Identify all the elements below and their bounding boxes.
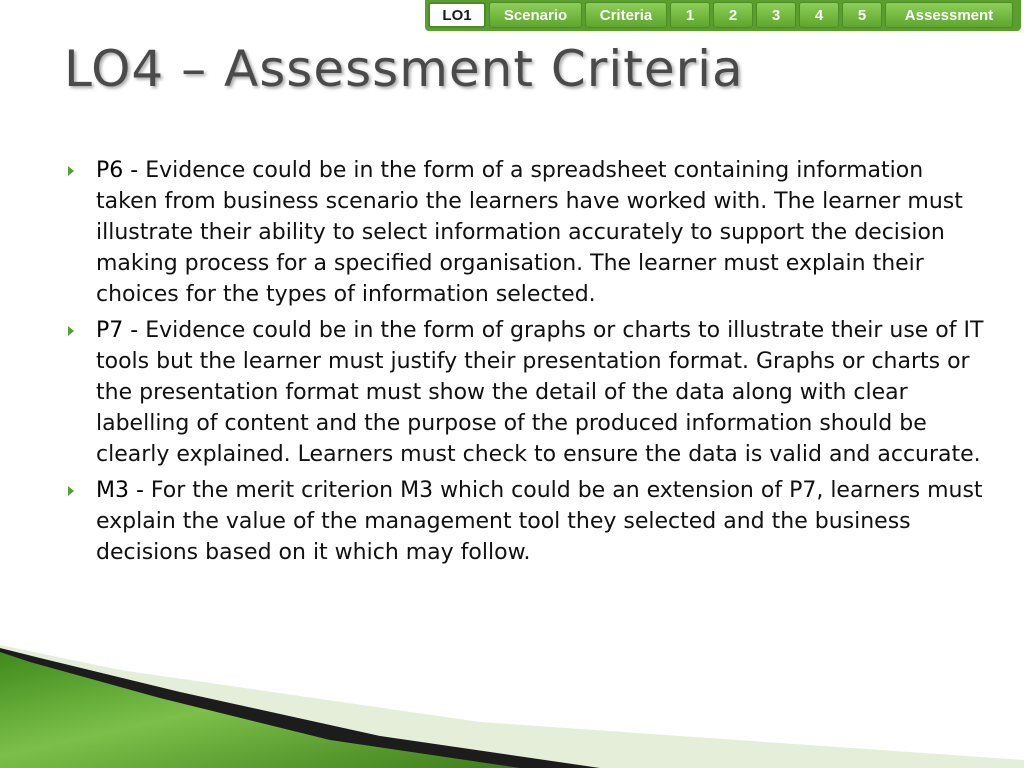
tab-4[interactable]: 4 bbox=[799, 2, 839, 28]
decorative-swoosh bbox=[0, 640, 1024, 768]
bullet-arrow-icon bbox=[68, 326, 74, 336]
bullet-arrow-icon bbox=[68, 166, 74, 176]
criterion-text: Evidence could be in the form of a spreadsheet containing information taken from business scenario the learners have worked with. The learner must illustrate their ability to select information accurately to support the decision making process for a specified organisation. The learner must explain their choices for the types of information selected. bbox=[96, 158, 963, 307]
criterion-code: M3 - bbox=[96, 478, 144, 503]
criterion-text: Evidence could be in the form of graphs or charts to illustrate their use of IT tools but the learner must justify their presentation format. Graphs or charts or the presentation format must show the detail of the data along with clear labelling of content and the purpose of the produced information should be clearly explained. Learners must check to ensure the data is valid and accurate. bbox=[96, 318, 984, 467]
tab-criteria[interactable]: Criteria bbox=[585, 2, 667, 28]
tab-5[interactable]: 5 bbox=[842, 2, 882, 28]
bullet-arrow-icon bbox=[68, 486, 74, 496]
list-item-m3 bbox=[64, 475, 984, 568]
list-item-p7 bbox=[64, 315, 984, 470]
list-item-p6 bbox=[64, 155, 984, 310]
criterion-code: P6 - bbox=[96, 158, 139, 183]
tab-1[interactable]: 1 bbox=[670, 2, 710, 28]
tab-scenario[interactable]: Scenario bbox=[489, 2, 582, 28]
tab-3[interactable]: 3 bbox=[756, 2, 796, 28]
slide-title: LO4 – Assessment Criteria bbox=[64, 40, 744, 98]
tab-lo1[interactable]: LO1 bbox=[428, 2, 486, 28]
criterion-text: For the merit criterion M3 which could be an extension of P7, learners must explain the value of the management tool they selected and the business decisions based on it which may follow. bbox=[96, 478, 983, 565]
criteria-list bbox=[64, 155, 984, 573]
tab-assessment[interactable]: Assessment bbox=[885, 2, 1013, 28]
tab-2[interactable]: 2 bbox=[713, 2, 753, 28]
navigation-tabs bbox=[425, 0, 1021, 31]
criterion-code: P7 - bbox=[96, 318, 139, 343]
